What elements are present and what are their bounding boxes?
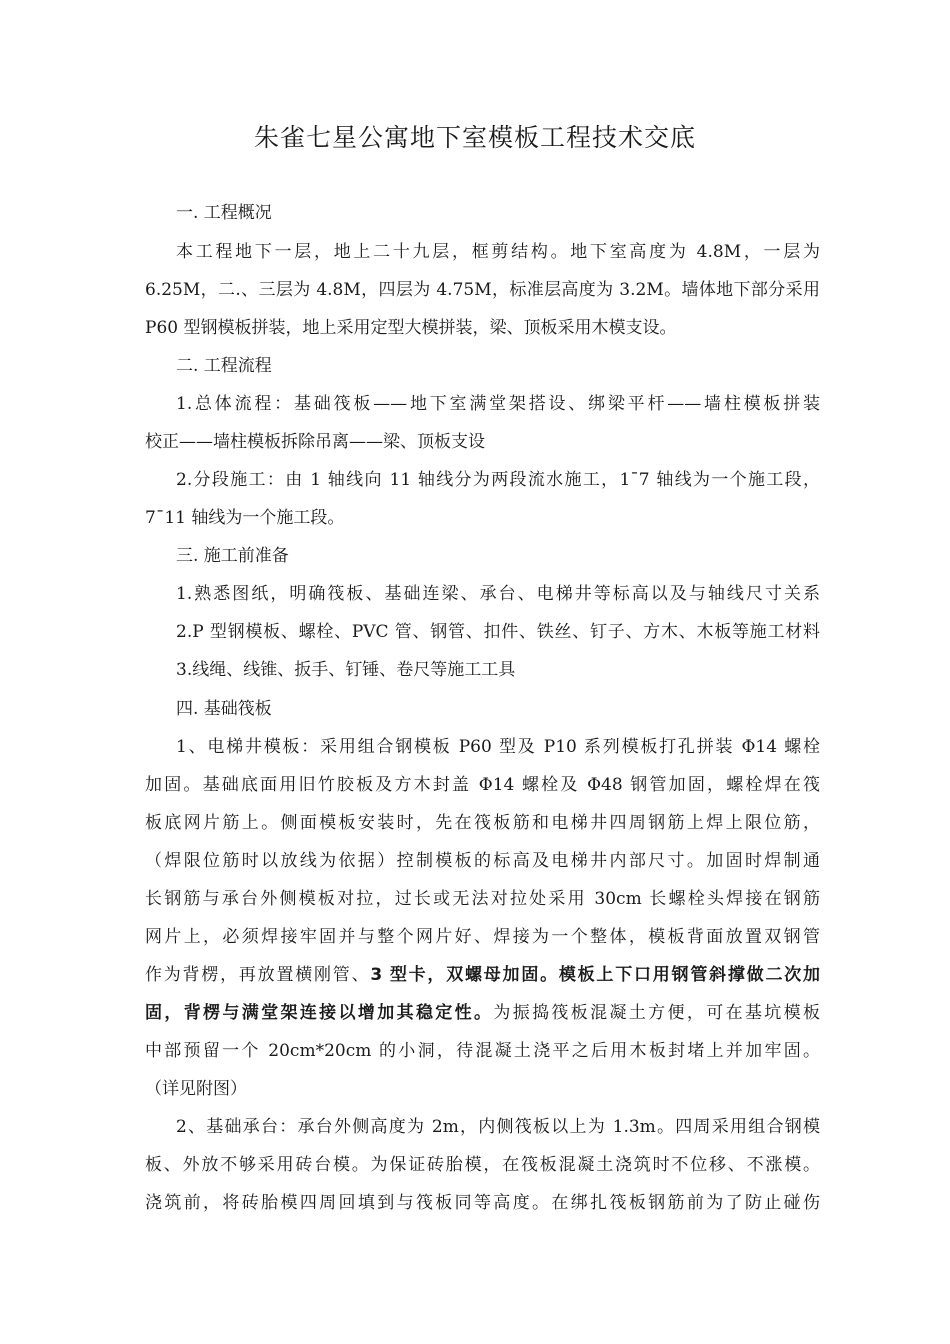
- section-heading-preparation: 三. 施工前准备: [176, 546, 289, 566]
- section-heading-overview: 一. 工程概况: [176, 203, 272, 223]
- emphasized-segment: 3 型卡，双螺母加固。模板上下口用钢管斜撑做二次加: [370, 965, 820, 985]
- paragraph-line: P60 型钢模板拼装，地上采用定型大模拼装，梁、顶板采用木模支设。: [145, 318, 677, 338]
- paragraph-line: 2.P 型钢模板、螺栓、PVC 管、钢管、扣件、铁丝、钉子、方木、木板等施工材料: [176, 622, 820, 642]
- paragraph-line: 1.熟悉图纸，明确筏板、基础连梁、承台、电梯井等标高以及与轴线尺寸关系: [176, 584, 820, 604]
- paragraph-line: 本工程地下一层，地上二十九层，框剪结构。地下室高度为 4.8M，一层为: [176, 242, 820, 262]
- paragraph-line: 浇筑前，将砖胎模四周回填到与筏板同等高度。在绑扎筏板钢筋前为了防止碰伤: [145, 1193, 820, 1213]
- paragraph-line: [145, 963, 820, 987]
- paragraph-line: 1.总体流程：基础筏板——地下室满堂架搭设、绑梁平杆——墙柱模板拼装: [176, 394, 820, 414]
- paragraph-line: 2、基础承台：承台外侧高度为 2m，内侧筏板以上为 1.3m。四周采用组合钢模: [176, 1117, 820, 1137]
- paragraph-line: 长钢筋与承台外侧模板对拉，过长或无法对拉处采用 30cm 长螺栓头焊接在钢筋: [145, 889, 820, 909]
- section-heading-process: 二. 工程流程: [176, 356, 272, 376]
- paragraph-line: （焊限位筋时以放线为依据）控制模板的标高及电梯井内部尺寸。加固时焊制通: [145, 851, 820, 871]
- paragraph-line: 3.线绳、线锥、扳手、钉锤、卷尺等施工工具: [176, 660, 516, 680]
- paragraph-line: 6.25M，二.、三层为 4.8M，四层为 4.75M，标准层高度为 3.2M。墙体地下部分采用: [145, 280, 820, 300]
- document-title: 朱雀七星公寓地下室模板工程技术交底: [253, 123, 696, 152]
- paragraph-line: 中部预留一个 20cm*20cm 的小洞，待混凝土浇平之后用木板封堵上并加牢固。: [145, 1041, 820, 1061]
- paragraph-line: [145, 1001, 820, 1025]
- paragraph-line: （详见附图）: [145, 1079, 247, 1099]
- paragraph-line: 加固。基础底面用旧竹胶板及方木封盖 Φ14 螺栓及 Φ48 钢管加固，螺栓焊在筏: [145, 775, 820, 795]
- paragraph-line: 2.分段施工：由 1 轴线向 11 轴线分为两段流水施工，1¯7 轴线为一个施工段，: [176, 470, 820, 490]
- paragraph-segment: 作为背楞，再放置横刚管、: [145, 965, 371, 985]
- paragraph-line: 7¯11 轴线为一个施工段。: [145, 508, 345, 528]
- paragraph-line: 板、外放不够采用砖台模。为保证砖胎模，在筏板混凝土浇筑时不位移、不涨模。: [145, 1155, 820, 1175]
- paragraph-line: 1、电梯井模板：采用组合钢模板 P60 型及 P10 系列模板打孔拼装 Φ14 螺栓: [176, 737, 820, 757]
- emphasized-segment: 固，背楞与满堂架连接以增加其稳定性。: [145, 1003, 494, 1023]
- paragraph-line: 板底网片筋上。侧面模板安装时，先在筏板筋和电梯井四周钢筋上焊上限位筋，: [145, 813, 820, 833]
- paragraph-segment: 为振捣筏板混凝土方便，可在基坑模板: [493, 1003, 820, 1023]
- paragraph-line: 校正——墙柱模板拆除吊离——梁、顶板支设: [145, 432, 485, 452]
- section-heading-raft: 四. 基础筏板: [176, 699, 272, 719]
- paragraph-line: 网片上，必须焊接牢固并与整个网片好、焊接为一个整体，模板背面放置双钢管: [145, 927, 820, 947]
